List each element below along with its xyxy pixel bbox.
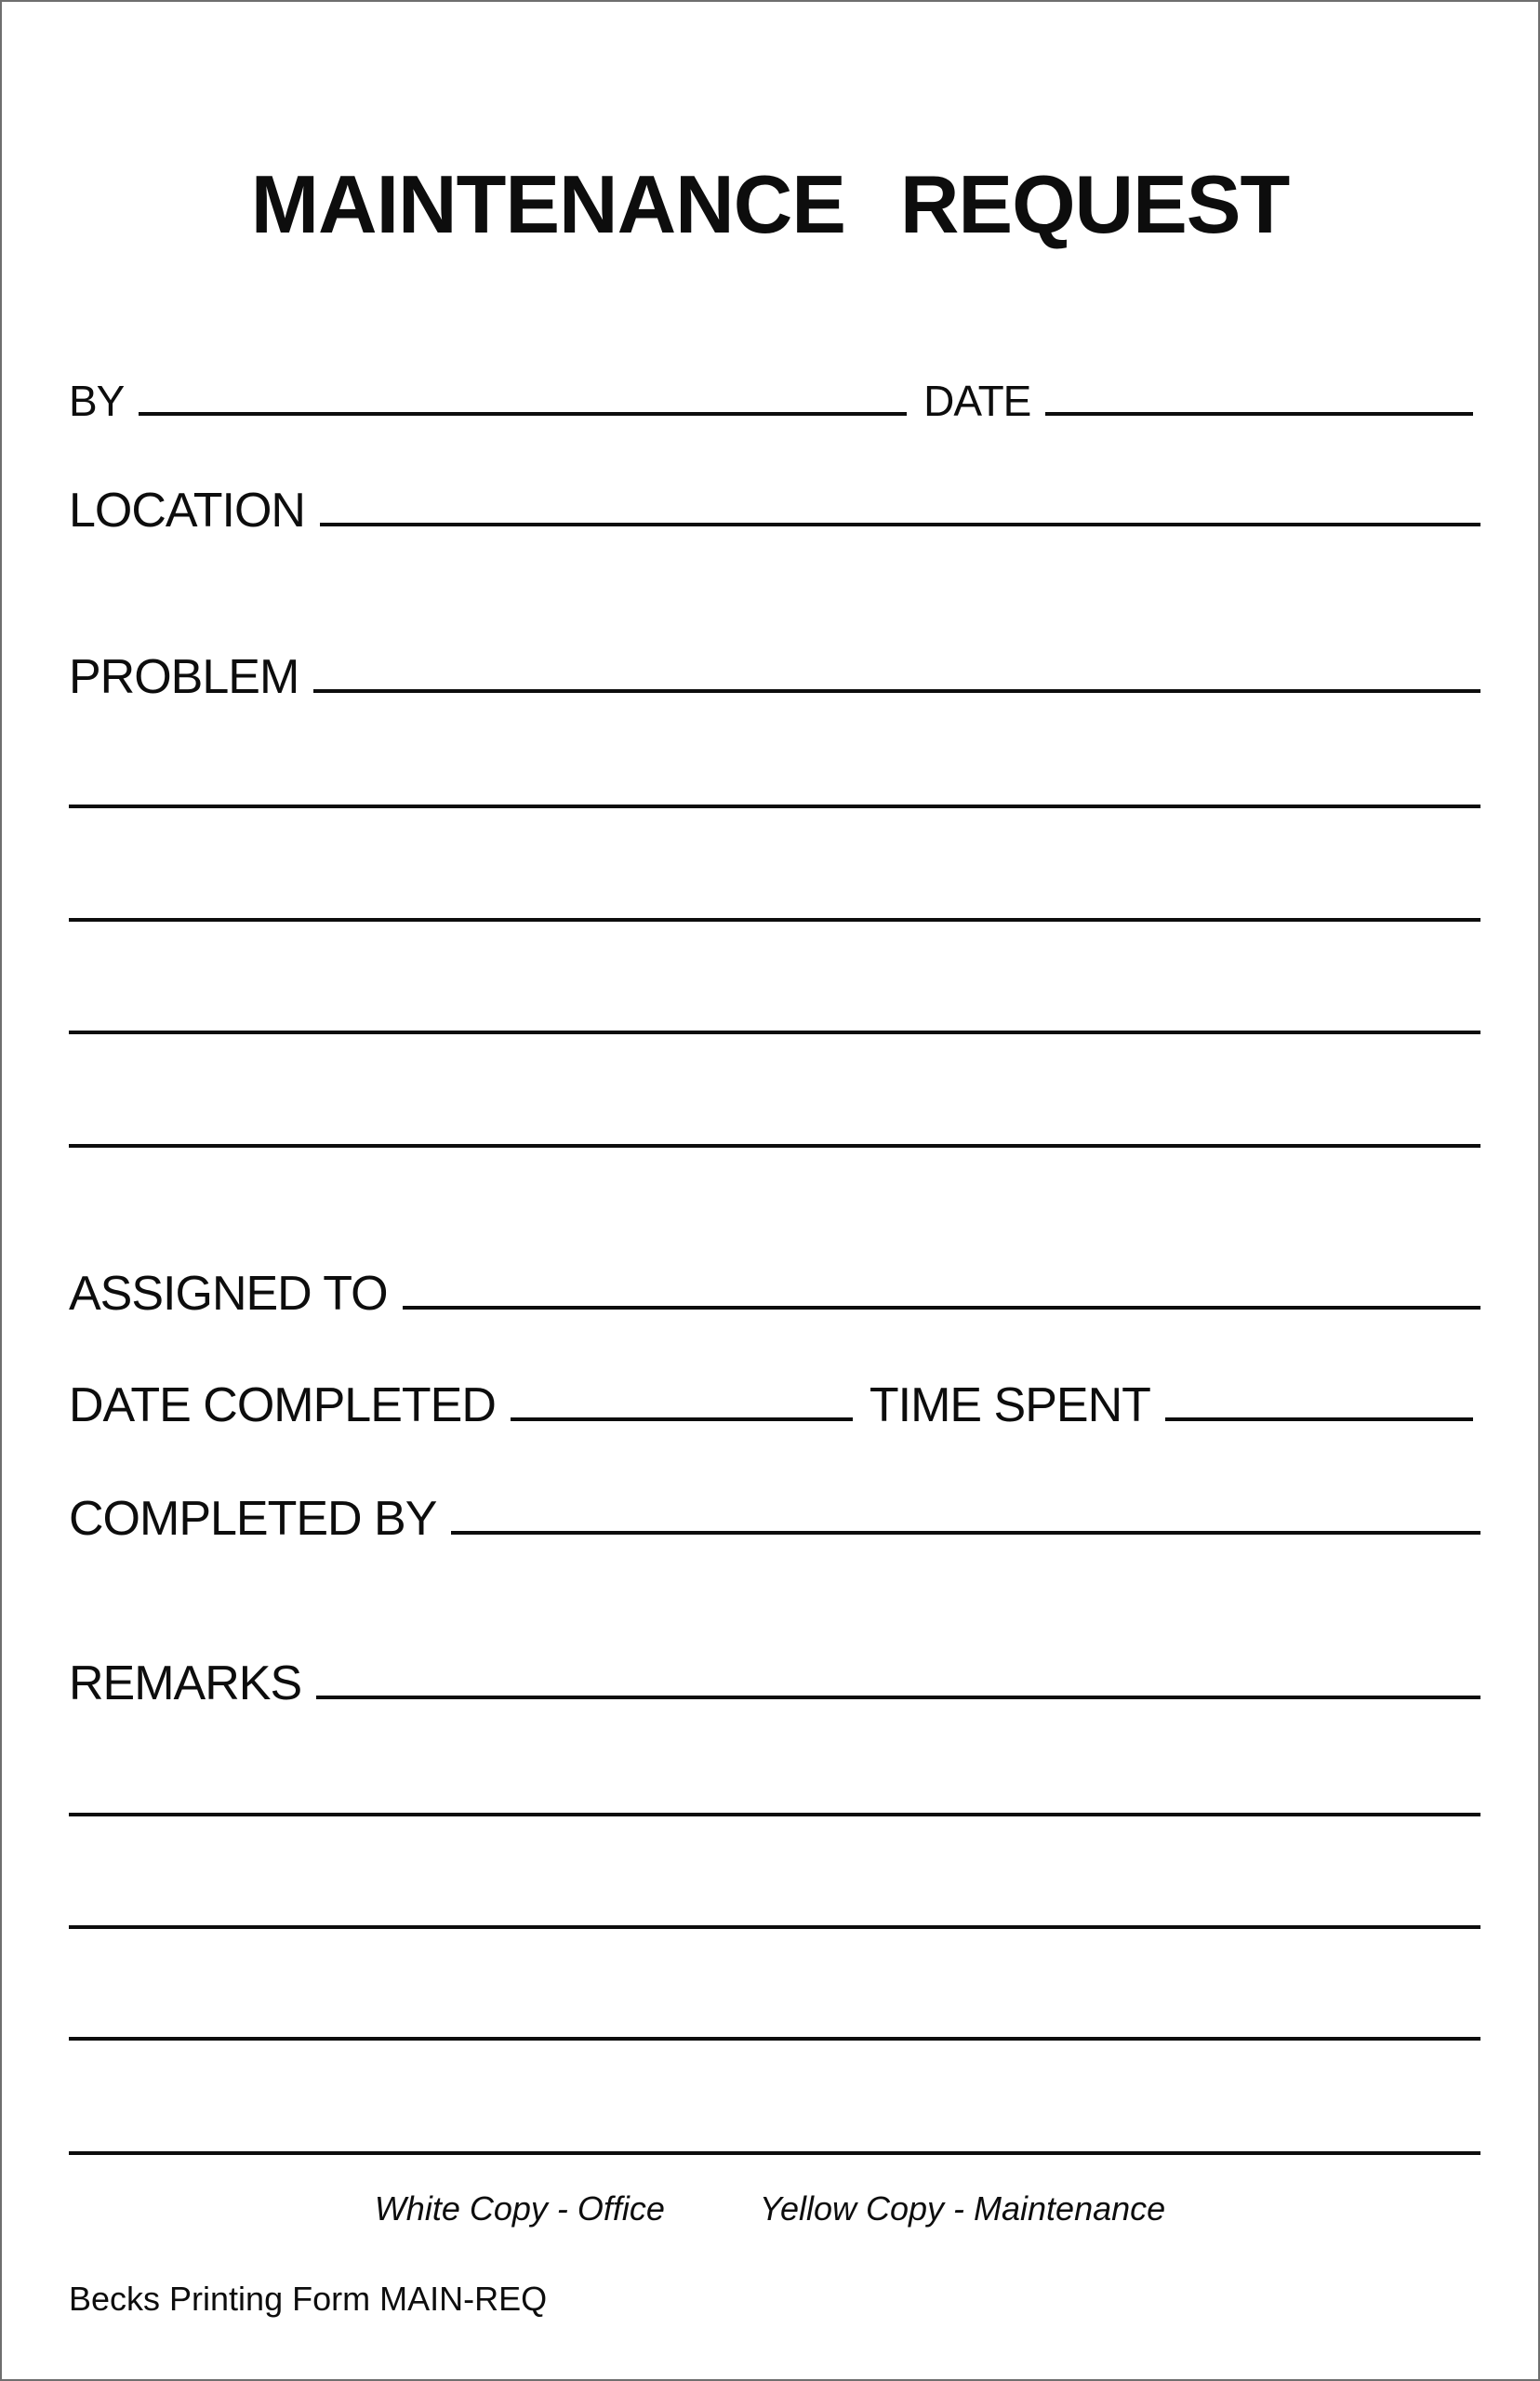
form-title: MAINTENANCE REQUEST	[250, 158, 1290, 250]
date-completed-row	[69, 1378, 1473, 1432]
date-label: DATE	[923, 377, 1031, 425]
remarks-blank-line-3[interactable]	[69, 2037, 1480, 2041]
problem-row	[69, 650, 1480, 704]
remarks-input-line[interactable]	[316, 1696, 1480, 1699]
assigned-to-input-line[interactable]	[403, 1306, 1480, 1310]
yellow-copy-note: Yellow Copy - Maintenance	[759, 2189, 1166, 2228]
printer-imprint: Becks Printing Form MAIN-REQ	[69, 2280, 548, 2318]
date-input-line[interactable]	[1045, 412, 1473, 416]
remarks-blank-line-1[interactable]	[69, 1813, 1480, 1816]
problem-blank-line-4[interactable]	[69, 1144, 1480, 1148]
completed-by-row	[69, 1492, 1480, 1546]
location-row	[69, 484, 1480, 538]
remarks-label: REMARKS	[69, 1656, 302, 1710]
problem-blank-line-1[interactable]	[69, 805, 1480, 808]
problem-blank-line-2[interactable]	[69, 918, 1480, 922]
date-completed-label: DATE COMPLETED	[69, 1378, 496, 1432]
location-label: LOCATION	[69, 484, 305, 538]
remarks-row	[69, 1656, 1480, 1710]
completed-by-label: COMPLETED BY	[69, 1492, 437, 1546]
by-label: BY	[69, 377, 125, 425]
white-copy-note: White Copy - Office	[374, 2189, 665, 2228]
remarks-blank-line-2[interactable]	[69, 1925, 1480, 1929]
time-spent-label: TIME SPENT	[869, 1378, 1150, 1432]
by-date-row	[69, 377, 1473, 425]
problem-label: PROBLEM	[69, 650, 299, 704]
assigned-to-row	[69, 1267, 1480, 1321]
assigned-to-label: ASSIGNED TO	[69, 1267, 388, 1321]
problem-blank-line-3[interactable]	[69, 1031, 1480, 1034]
by-input-line[interactable]	[139, 412, 907, 416]
remarks-blank-line-4[interactable]	[69, 2151, 1480, 2155]
problem-input-line[interactable]	[313, 689, 1480, 693]
completed-by-input-line[interactable]	[451, 1531, 1480, 1535]
copy-distribution	[2, 2189, 1538, 2228]
time-spent-input-line[interactable]	[1165, 1417, 1473, 1421]
location-input-line[interactable]	[320, 523, 1480, 526]
date-completed-input-line[interactable]	[511, 1417, 853, 1421]
